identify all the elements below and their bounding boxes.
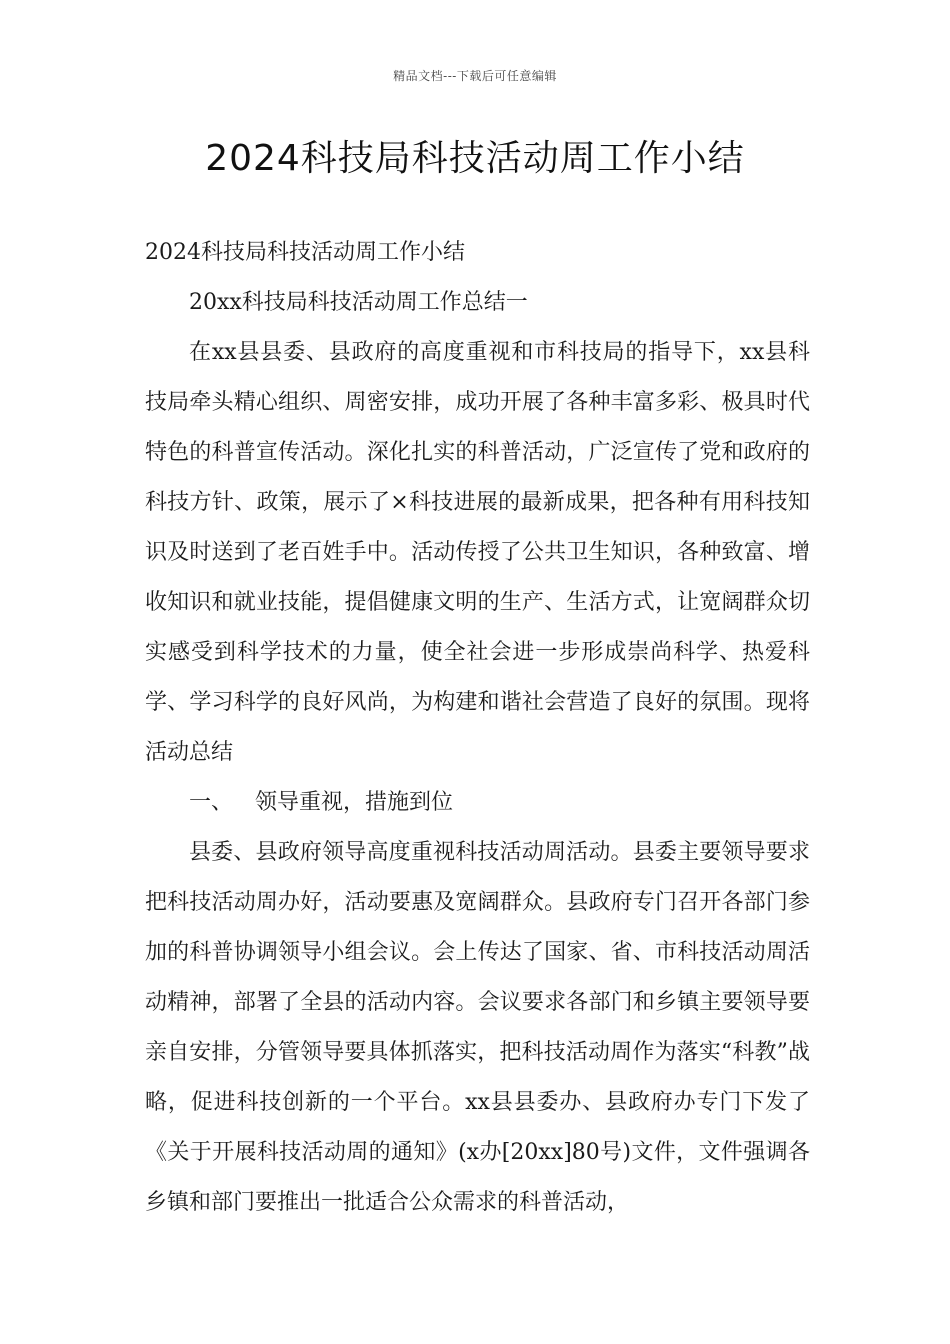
heading-1-number: 一、 — [189, 790, 234, 815]
heading-1-text: 领导重视，措施到位 — [255, 790, 454, 815]
header-note: 精品文档---下载后可任意编辑 — [393, 69, 557, 83]
heading-1 — [145, 778, 810, 828]
paragraph-1: 在xx县县委、县政府的高度重视和市科技局的指导下，xx县科技局牵头精心组织、周密安排，成功开展了各种丰富多彩、极具时代特色的科普宣传活动。深化扎实的科普活动，广泛宣传了党和政府的科技方针、政策，展示了×科技进展的最新成果，把各种有用科技知识及时送到了老百姓手中。活动传授了公共卫生知识，各种致富、增收知识和就业技能，提倡健康文明的生产、生活方式，让宽阔群众切实感受到科学技术的力量，使全社会进一步形成崇尚科学、热爱科学、学习科学的良好风尚，为构建和谐社会营造了良好的氛围。现将活动总结 — [145, 340, 810, 765]
document-title: 2024科技局科技活动周工作小结 — [205, 138, 745, 179]
section-title: 20xx科技局科技活动周工作总结一 — [189, 290, 528, 315]
document-body — [145, 228, 810, 1228]
document-subtitle: 2024科技局科技活动周工作小结 — [145, 240, 465, 265]
paragraph-2: 县委、县政府领导高度重视科技活动周活动。县委主要领导要求把科技活动周办好，活动要惠及宽阔群众。县政府专门召开各部门参加的科普协调领导小组会议。会上传达了国家、省、市科技活动周活动精神，部署了全县的活动内容。会议要求各部门和乡镇主要领导要亲自安排，分管领导要具体抓落实，把科技活动周作为落实“科教”战略，促进科技创新的一个平台。xx县县委办、县政府办专门下发了《关于开展科技活动周的通知》(x办[20xx]80号)文件，文件强调各乡镇和部门要推出一批适合公众需求的科普活动， — [145, 840, 810, 1215]
